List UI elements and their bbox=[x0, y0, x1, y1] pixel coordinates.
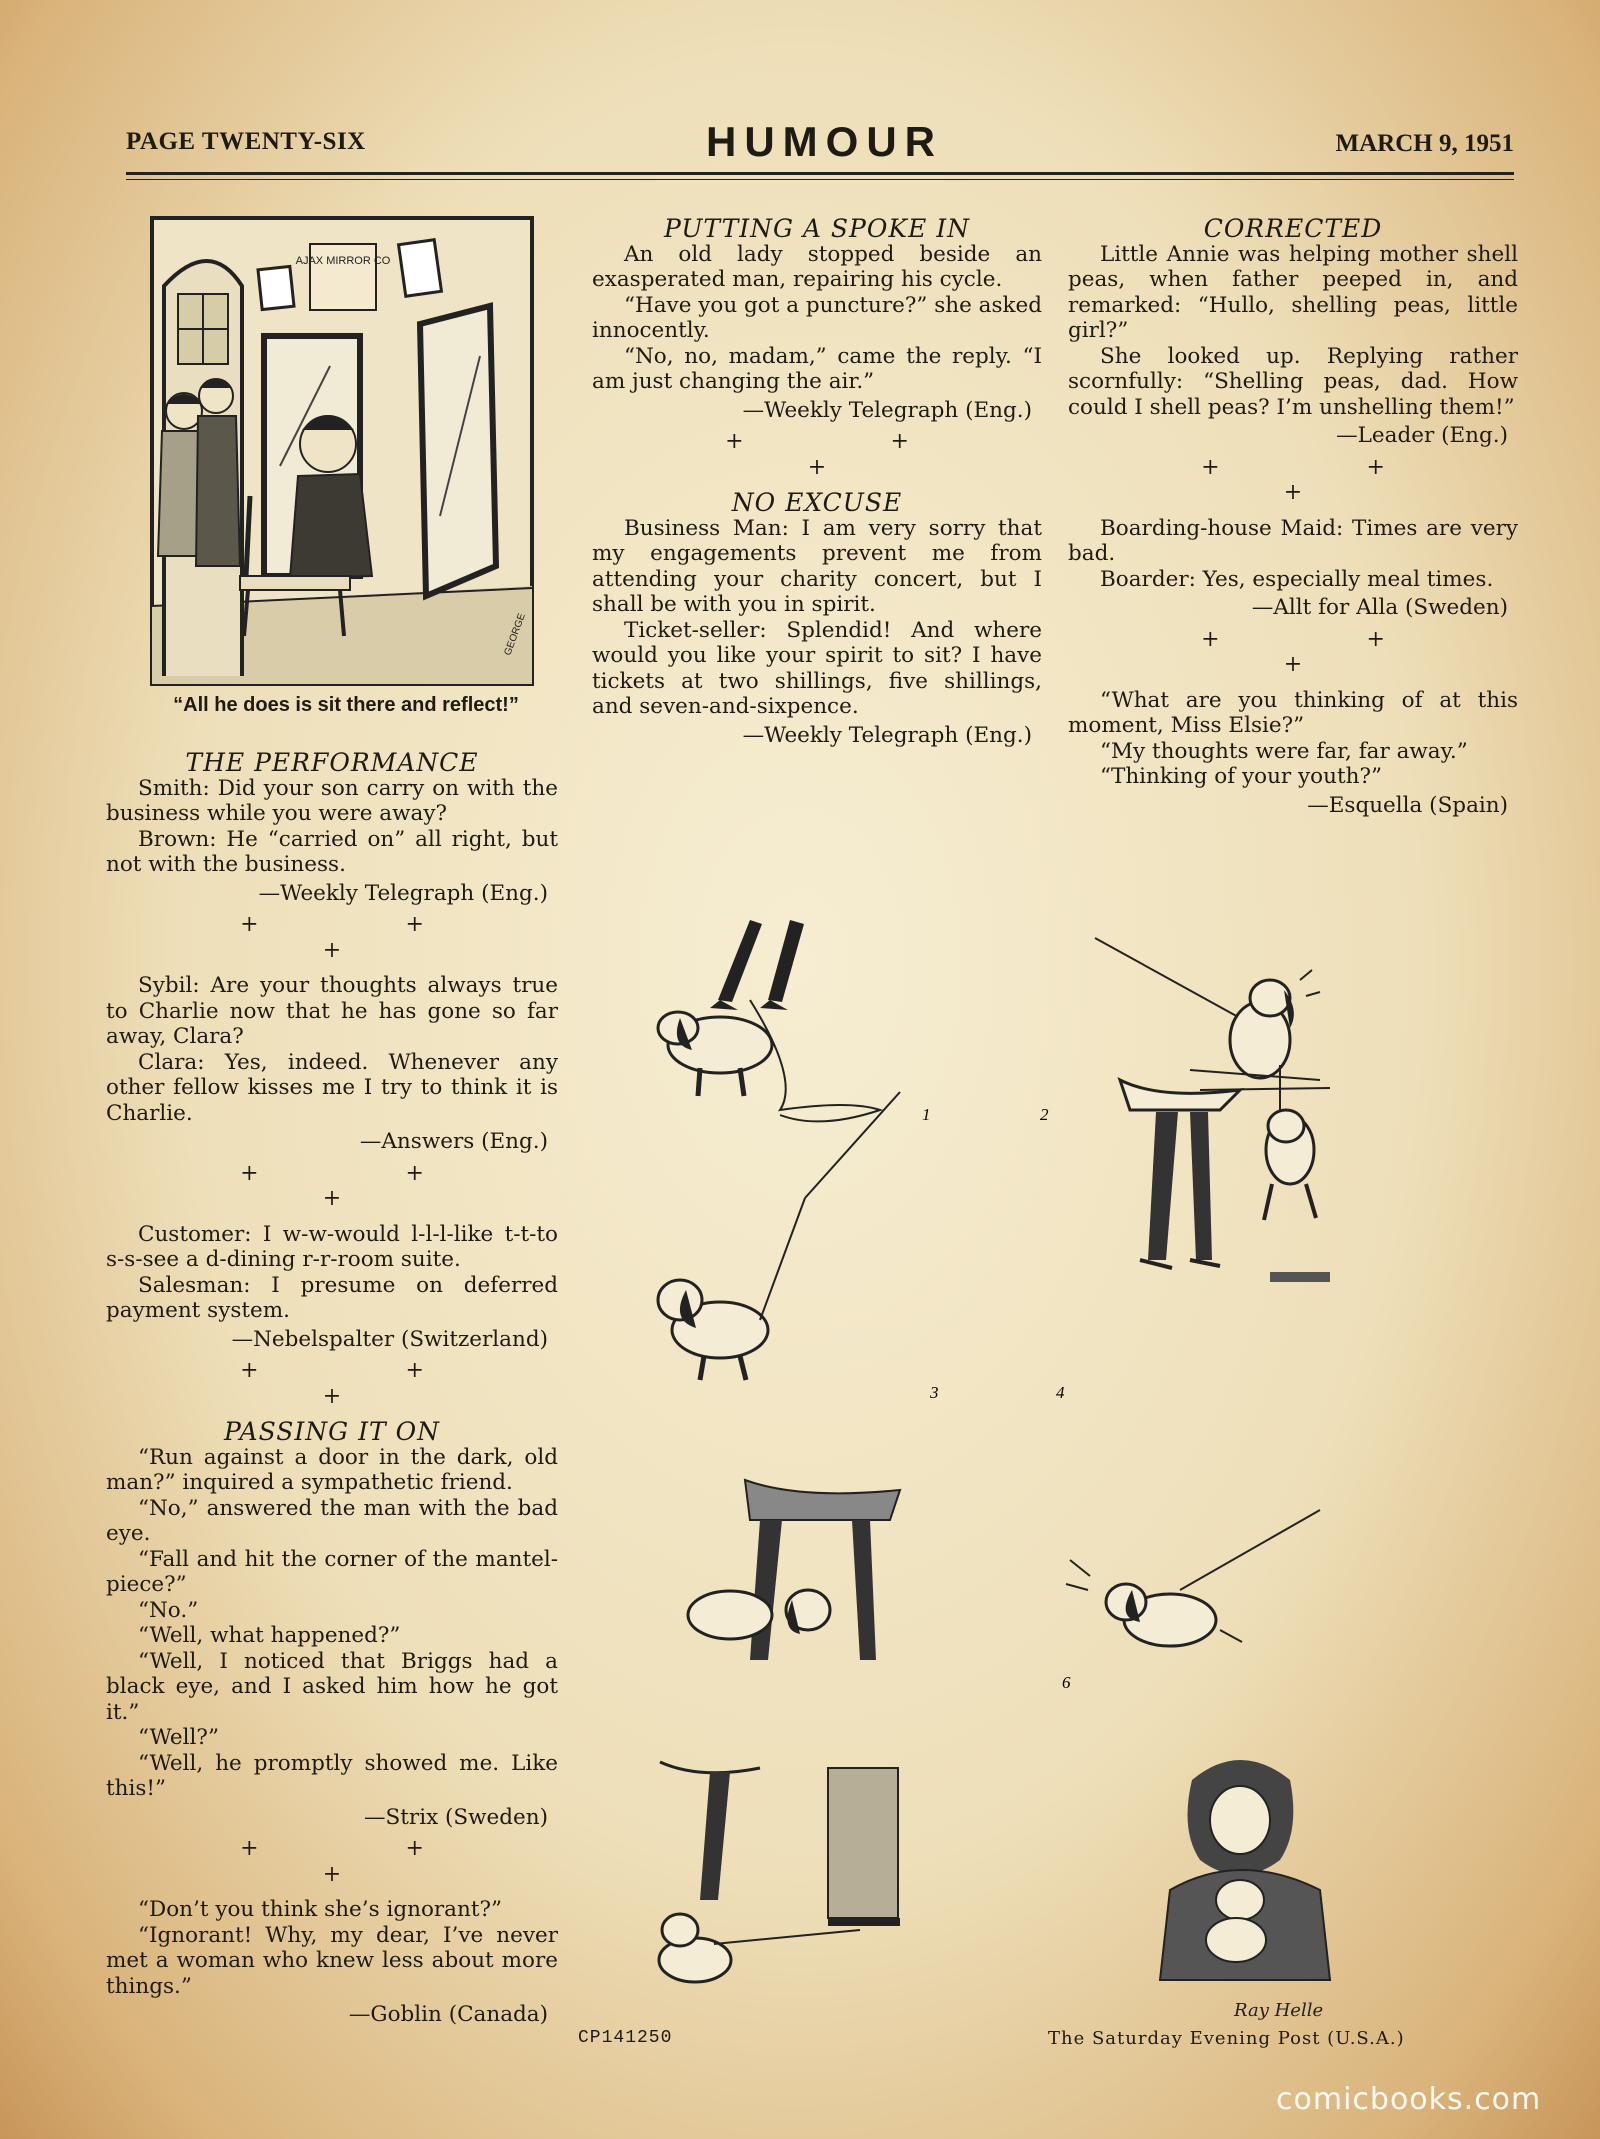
watermark: comicbooks.com bbox=[1276, 2082, 1542, 2117]
article-paragraph: Brown: He “carried on” all right, but not with the business. bbox=[106, 826, 558, 877]
separator: + + + bbox=[240, 1836, 494, 1887]
panel-number: 6 bbox=[1062, 1673, 1071, 1692]
panel-number: 2 bbox=[1040, 1105, 1049, 1124]
cartoon-caption: “All he does is sit there and reflect!” bbox=[173, 694, 519, 716]
article-paragraph: “No.” bbox=[138, 1597, 199, 1623]
dog-walking-comic-strip bbox=[600, 900, 1520, 2020]
article-source: —Allt for Alla (Sweden) bbox=[1251, 595, 1508, 620]
left-column bbox=[106, 750, 558, 2034]
middle-column bbox=[592, 216, 1042, 754]
shop-sign-text: AJAX MIRROR CO bbox=[295, 255, 391, 267]
article-title: CORRECTED bbox=[1203, 214, 1383, 243]
article-paragraph: “Well, what happened?” bbox=[138, 1623, 401, 1648]
separator: + + + bbox=[725, 429, 979, 480]
article-source: —Leader (Eng.) bbox=[1336, 423, 1508, 448]
article-paragraph: “No, no, madam,” came the reply. “I am just changing the air.” bbox=[592, 343, 1042, 394]
article-title: PASSING IT ON bbox=[224, 1417, 440, 1446]
mirror-shop-cartoon bbox=[150, 216, 534, 686]
article-paragraph: “Well, I noticed that Briggs had a black eye, and I asked him how he got it.” bbox=[106, 1648, 558, 1725]
panel-number: 3 bbox=[930, 1383, 939, 1402]
panel-number: 1 bbox=[922, 1105, 931, 1124]
separator: + + + bbox=[1201, 454, 1455, 505]
strip-panel-3 bbox=[658, 1092, 939, 1402]
page-number: PAGE TWENTY-SIX bbox=[126, 128, 366, 155]
strip-panel-5 bbox=[688, 1480, 900, 1660]
article-paragraph: Smith: Did your son carry on with the business while you were away? bbox=[106, 775, 558, 826]
article-source: —Answers (Eng.) bbox=[359, 1129, 548, 1154]
article-paragraph: Salesman: I presume on deferred payment system. bbox=[106, 1272, 558, 1323]
section-title: HUMOUR bbox=[706, 118, 943, 165]
article-paragraph: “Fall and hit the corner of the mantel-piece?” bbox=[106, 1546, 558, 1597]
article-paragraph: Little Annie was helping mother shell peas, when father peeped in, and remarked: “Hullo, shelling peas, little girl?” bbox=[1068, 241, 1518, 343]
article-paragraph: Ticket-seller: Splendid! And where would you like your spirit to sit? I have tickets at two shillings, five shillings, and seven-and-sixpence. bbox=[592, 617, 1042, 719]
artist-signature: Ray Helle bbox=[1234, 2000, 1324, 2020]
article-paragraph: “What are you thinking of at this moment, Miss Elsie?” bbox=[1068, 687, 1518, 738]
article-paragraph: Boarding-house Maid: Times are very bad. bbox=[1068, 515, 1518, 566]
article-source: —Strix (Sweden) bbox=[364, 1804, 548, 1830]
article-paragraph: Sybil: Are your thoughts always true to Charlie now that he has gone so far away, Clara? bbox=[106, 973, 558, 1049]
article-paragraph: Customer: I w-w-would l-l-l-like t-t-to s-s-see a d-dining r-r-room suite. bbox=[106, 1221, 558, 1272]
article-paragraph: Business Man: I am very sorry that my engagements prevent me from attending your charity concert, but I shall be with you in spirit. bbox=[592, 515, 1042, 617]
article-source: —Weekly Telegraph (Eng.) bbox=[742, 397, 1032, 423]
article-paragraph: “Thinking of your youth?” bbox=[1100, 764, 1382, 789]
article-paragraph: “No,” answered the man with the bad eye. bbox=[106, 1495, 558, 1546]
issue-date: MARCH 9, 1951 bbox=[1335, 130, 1514, 157]
article-source: —Weekly Telegraph (Eng.) bbox=[742, 722, 1032, 748]
footer-credit: The Saturday Evening Post (U.S.A.) bbox=[1048, 2028, 1405, 2049]
separator: + + + bbox=[240, 1358, 494, 1409]
right-column bbox=[1068, 216, 1518, 824]
article-source: —Nebelspalter (Switzerland) bbox=[231, 1326, 548, 1352]
page-header bbox=[126, 118, 1514, 178]
article-title: NO EXCUSE bbox=[731, 488, 903, 517]
article-paragraph: “Well, he promptly showed me. Like this!” bbox=[106, 1750, 558, 1801]
separator: + + + bbox=[240, 912, 494, 963]
article-paragraph: An old lady stopped beside an exasperated man, repairing his cycle. bbox=[592, 241, 1042, 292]
article-source: —Weekly Telegraph (Eng.) bbox=[258, 880, 548, 906]
svg-text:GEORGE: GEORGE bbox=[502, 612, 528, 658]
panel-number: 4 bbox=[1056, 1383, 1065, 1402]
strip-panel-8 bbox=[1160, 1760, 1330, 2020]
article-paragraph: “Don’t you think she’s ignorant?” bbox=[138, 1897, 503, 1922]
article-source: —Goblin (Canada) bbox=[348, 2002, 548, 2027]
header-rule bbox=[126, 172, 1514, 175]
header-rule-thin bbox=[126, 179, 1514, 180]
separator: + + + bbox=[1201, 626, 1455, 677]
article-source: —Esquella (Spain) bbox=[1307, 792, 1508, 818]
article-paragraph: “My thoughts were far, far away.” bbox=[1100, 738, 1468, 764]
article-paragraph: Boarder: Yes, especially meal times. bbox=[1100, 566, 1494, 592]
article-title: PUTTING A SPOKE IN bbox=[663, 214, 970, 243]
article-paragraph: “Run against a door in the dark, old man?” inquired a sympathetic friend. bbox=[106, 1444, 558, 1495]
article-paragraph: “Have you got a puncture?” she asked innocently. bbox=[592, 292, 1043, 343]
separator: + + + bbox=[240, 1160, 494, 1211]
article-title: THE PERFORMANCE bbox=[185, 748, 479, 777]
article-paragraph: “Ignorant! Why, my dear, I’ve never met a woman who knew less about more things.” bbox=[106, 1922, 558, 1999]
article-paragraph: She looked up. Replying rather scornfully: “Shelling peas, dad. How could I shell peas? I’m unshelling them!” bbox=[1068, 343, 1518, 420]
strip-panel-7 bbox=[659, 1762, 900, 1982]
footer-code: CP141250 bbox=[578, 2028, 673, 2048]
article-paragraph: “Well?” bbox=[138, 1725, 219, 1750]
article-paragraph: Clara: Yes, indeed. Whenever any other fellow kisses me I try to think it is Charlie. bbox=[106, 1049, 558, 1126]
strip-panel-6 bbox=[1062, 1510, 1320, 1692]
strip-panel-4 bbox=[1056, 1065, 1330, 1402]
strip-panel-1 bbox=[658, 920, 931, 1124]
